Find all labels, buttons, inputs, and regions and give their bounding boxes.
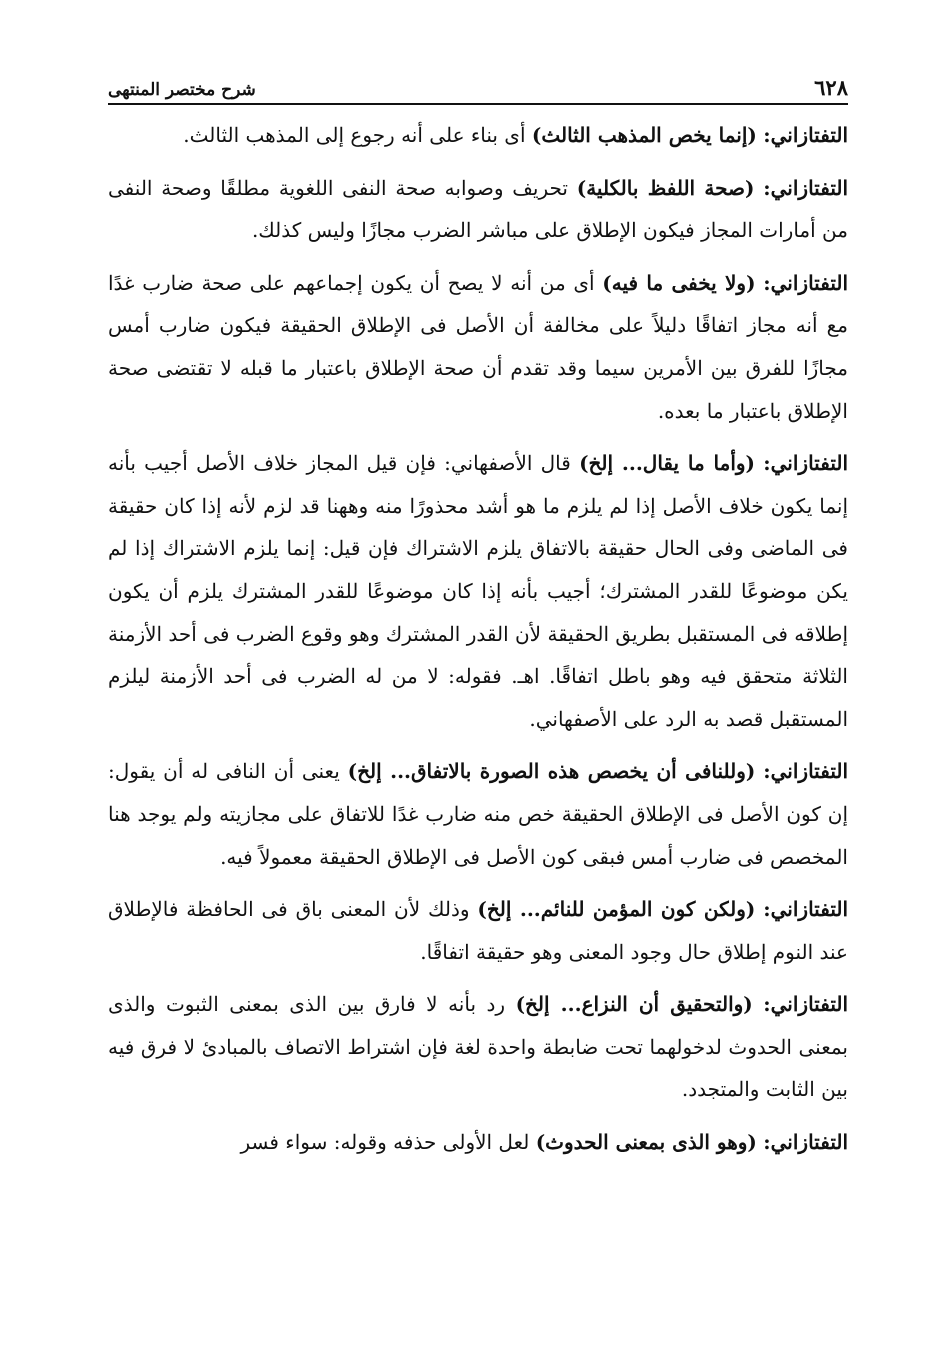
speaker-label: التفتازاني: (763, 897, 848, 922)
quoted-phrase: (إنما يخص المذهب الثالث) (531, 123, 757, 147)
quoted-phrase: (وهو الذى بمعنى الحدوث) (535, 1130, 757, 1155)
speaker-label: التفتازاني: (763, 451, 849, 476)
page-number: ٦٢٨ (814, 75, 848, 100)
commentary-paragraph (108, 442, 848, 740)
speaker-label: التفتازاني: (763, 123, 848, 147)
speaker-label: التفتازاني: (763, 1130, 848, 1155)
paragraph-text: تحريف وصوابه صحة النفى اللغوية مطلقًا وصحة النفى من أمارات المجاز فيكون الإطلاق على مباشر الضرب مجازًا وليس كذلك. (108, 175, 848, 243)
paragraph-text: أى بناء على أنه رجوع إلى المذهب الثالث. (183, 123, 526, 147)
paragraph-text: يعنى أن النافى له أن يقول: إن كون الأصل فى الإطلاق الحقيقة خص منه ضارب غدًا للاتفاق على مجازيته ولم يوجد هنا المخصص فى ضارب أمس فبقى كون الأصل فى الإطلاق الحقيقة معمولاً فيه. (108, 759, 848, 869)
paragraph-text: قال الأصفهاني: فإن قيل المجاز خلاف الأصل أجيب بأنه إنما يكون خلاف الأصل إذا لم يلزم ما هو أشد محذورًا منه وههنا قد لزم لأنه إذا كان حقيقة فى الماضى وفى الحال حقيقة بالاتفاق يلزم الاشتراك فإن قيل: إنما يلزم الاشتراك إذا لم يكن موضوعًا للقدر المشترك؛ أجيب بأنه إذا كان موضوعًا للقدر المشترك يلزم أن يكون إطلاقه فى المستقبل بطريق الحقيقة لأن القدر المشترك وهو وقوع الضرب فى أحد الأزمنة الثلاثة متحقق فيه وهو باطل اتفاقًا. اهـ. فقوله: لا من له الضرب فى أحد الأزمنة ليلزم المستقبل قصد به الرد على الأصفهاني. (107, 451, 848, 731)
quoted-phrase: (والتحقيق أن النزاع... إلخ) (515, 992, 753, 1017)
running-title: شرح مختصر المنتهى (108, 80, 256, 100)
quoted-phrase: (صحة اللفظ بالكلية) (576, 175, 755, 200)
paragraph-text: لعل الأولى حذفه وقوله: سواء فسر (240, 1130, 530, 1155)
commentary-paragraph (108, 983, 848, 1111)
header-rule (108, 103, 848, 105)
page-header (108, 66, 848, 100)
paragraph-text: وذلك لأن المعنى باق فى الحافظة فالإطلاق عند النوم إطلاق حال وجود المعنى وهو حقيقة اتفاقًا. (108, 897, 848, 964)
quoted-phrase: (وأما ما يقال... إلخ) (579, 451, 756, 476)
commentary-paragraph (108, 114, 848, 157)
speaker-label: التفتازاني: (763, 992, 848, 1017)
quoted-phrase: (وللنافى أن يخصص هذه الصورة بالاتفاق... إلخ) (347, 759, 756, 784)
commentary-paragraph (108, 262, 848, 432)
paragraph-text: رد بأنه لا فارق بين الذى بمعنى الثبوت والذى بمعنى الحدوث لدخولهما تحت ضابطة واحدة لغة فإن اشتراط الاتصاف بالمبادئ لا فرق فيه بين الثابت والمتجدد. (108, 992, 848, 1102)
paragraph-text: أى من أنه لا يصح أن يكون إجماعهم على صحة ضارب غدًا مع أنه مجاز اتفاقًا دليلاً على مخالفة أن الأصل فى الإطلاق الحقيقة فيكون ضارب أمس مجازًا للفرق بين الأمرين سيما وقد تقدم أن صحة الإطلاق باعتبار ما قبله لا تقتضى صحة الإطلاق باعتبار ما بعده. (108, 270, 848, 423)
speaker-label: التفتازاني: (763, 270, 848, 295)
speaker-label: التفتازاني: (763, 759, 848, 784)
quoted-phrase: (ولا يخفى ما فيه) (602, 270, 756, 295)
quoted-phrase: (ولكن كون المؤمن للنائم... إلخ) (477, 897, 756, 922)
commentary-body (108, 114, 848, 1174)
commentary-paragraph (108, 750, 848, 878)
speaker-label: التفتازاني: (763, 175, 849, 200)
commentary-paragraph (108, 167, 848, 252)
commentary-paragraph (108, 888, 848, 973)
commentary-paragraph (108, 1121, 848, 1164)
